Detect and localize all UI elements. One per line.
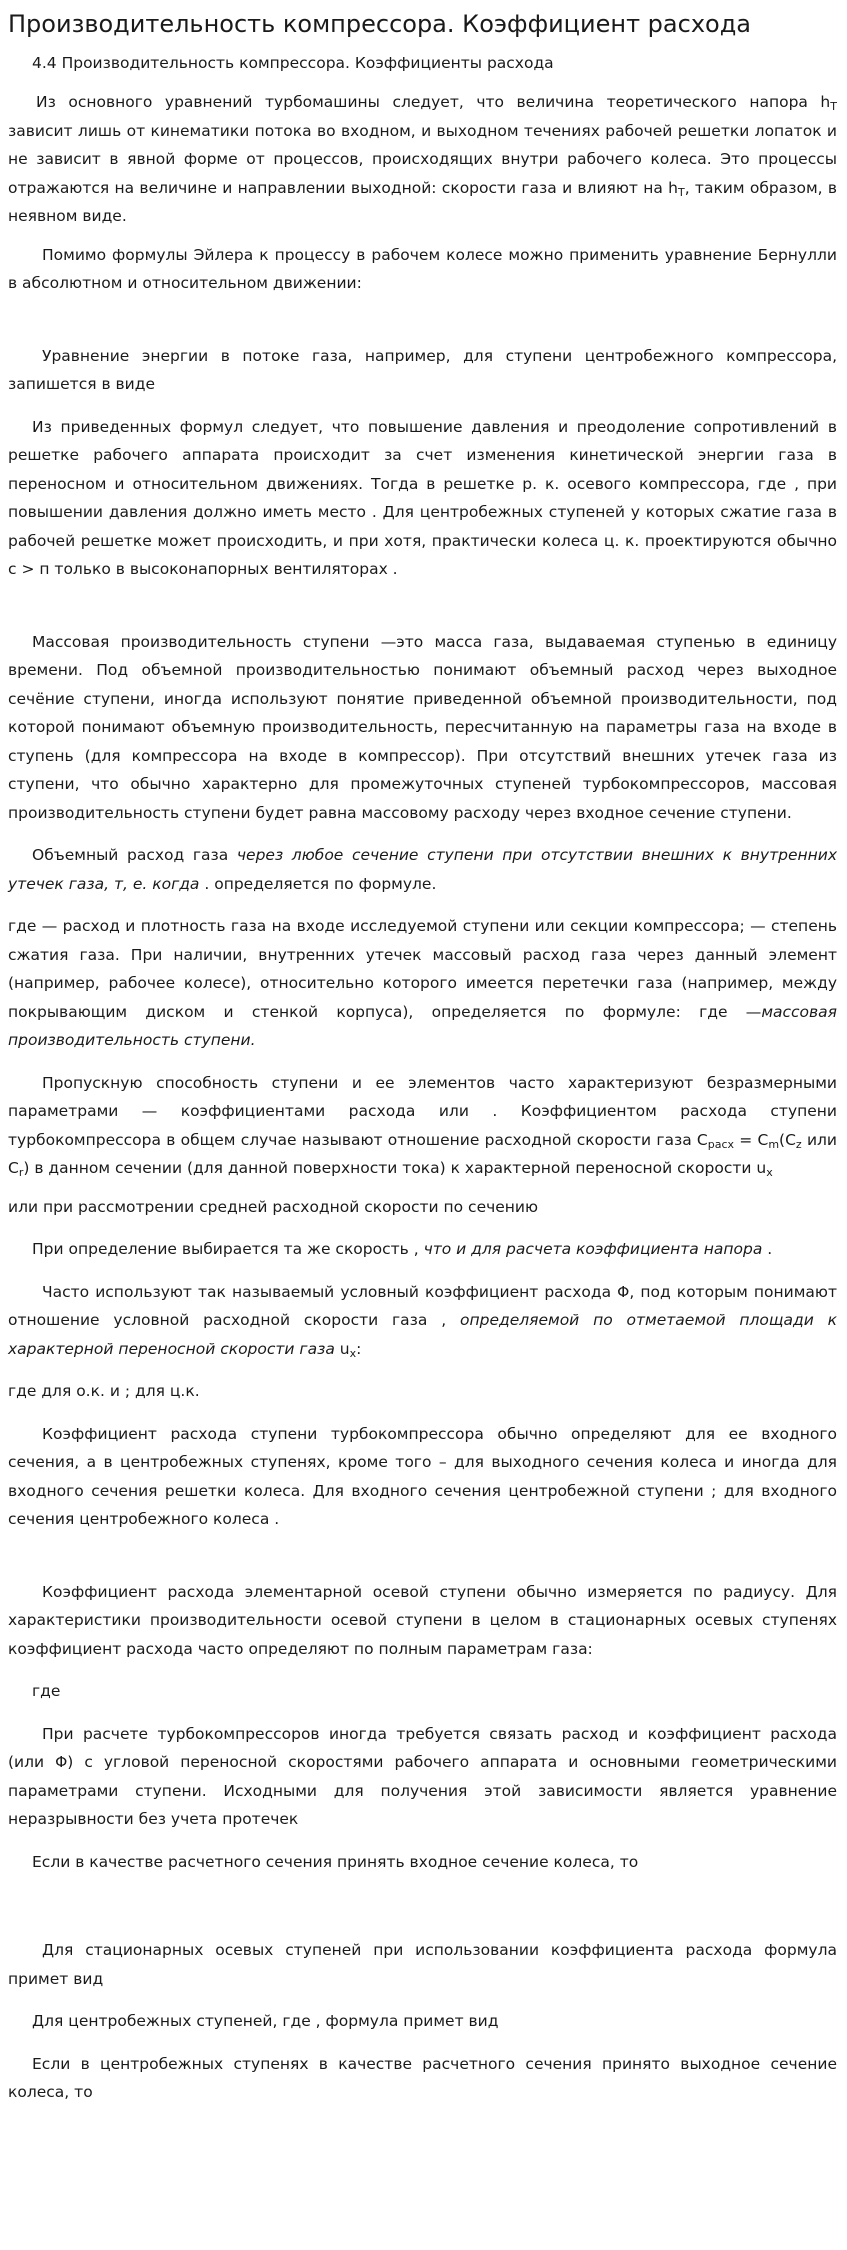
page-title: Производительность компрессора. Коэффициент расхода — [8, 10, 752, 38]
paragraph-8: Пропускную способность ступени и ее элементов часто характеризуют безразмерными параметрами — коэффициентами расхода или . Коэффициентом расхода ступени турбокомпрессора в общем случае называют отношение расходной скорости газа $C_{расх} = C_m(C_z$ или $C_r$) в данном сечении (для данной поверхности тока) к характерной переносной скорости $u_x$ — [8, 1073, 837, 1179]
paragraph-7: где — расход и плотность газа на входе исследуемой ступени или секции компрессора; — степень сжатия газа. При наличии, внутренних утечек массовый расход газа через данный элемент (например, рабочее колесе), относительно которого имеется перетечки газа (например, между покрывающим диском и стенкой корпуса), определяется по формуле: где —массовая производительность ступени. — [8, 917, 837, 1049]
paragraph-11: Часто используют так называемый условный коэффициент расхода Φ, под которым понимают отношение условной расходной скорости газа , определяемой по отметаемой площади к характерной переносной скорости газа $u_x$: — [8, 1282, 837, 1360]
paragraph-14: Коэффициент расхода элементарной осевой ступени обычно измеряется по радиусу. Для характеристики производительности осевой ступени в целом в стационарных осевых ступенях коэффициент расхода часто определяют по полным параметрам газа: — [8, 1582, 837, 1658]
paragraph-16: При расчете турбокомпрессоров иногда требуется связать расход и коэффициент расхода (или Φ) с угловой переносной скоростями рабочего аппарата и основными геометрическими параметрами ступени. Исходными для получения этой зависимости является уравнение неразрывности без учета протечек — [8, 1724, 837, 1828]
paragraph-19: Для центробежных ступеней, где , формула примет вид — [32, 2012, 499, 2030]
paragraph-2: Помимо формулы Эйлера к процессу в рабочем колесе можно применить уравнение Бернулли в абсолютном и относительном движении: — [8, 245, 837, 292]
paragraph-17: Если в качестве расчетного сечения принять входное сечение колеса, то — [32, 1852, 639, 1871]
paragraph-10: При определение выбирается та же скорость , что и для расчета коэффициента напора . — [32, 1240, 773, 1258]
paragraph-18: Для стационарных осевых ступеней при использовании коэффициента расхода формула примет вид — [8, 1941, 837, 1988]
paragraph-20: Если в центробежных ступенях в качестве расчетного сечения принято выходное сечение колеса, то — [8, 2054, 837, 2101]
paragraph-9: или при рассмотрении средней расходной скорости по сечению — [8, 1197, 539, 1216]
paragraph-3: Уравнение энергии в потоке газа, например, для ступени центробежного компрессора, запишется в виде — [8, 346, 837, 393]
paragraph-5: Массовая производительность ступени —это масса газа, выдаваемая ступенью в единицу времени. Под объемной производительностью понимают объемный расход через выходное сечёние ступени, иногда используют понятие приведенной объемной производительности, под которой понимают объемную производительность, пересчитанную на параметры газа на входе в ступень (для компрессора на входе в компрессор). При отсутствий внешних утечек газа из ступени, что обычно характерно для промежуточных ступеней турбокомпрессоров, массовая производительность ступени будет равна массовому расходу через входное сечение ступени. — [8, 632, 837, 822]
paragraph-13: Коэффициент расхода ступени турбокомпрессора обычно определяют для ее входного сечения, а в центробежных ступенях, кроме того – для выходного сечения колеса и иногда для входного сечения решетки колеса. Для входного сечения центробежной ступени ; для входного сечения центробежного колеса . — [8, 1424, 837, 1528]
paragraph-12: где для о.к. и ; для ц.к. — [8, 1382, 200, 1400]
paragraph-1: Из основного уравнений турбомашины следует, что величина теоретического напора $h_T$ зависит лишь от кинематики потока во входном, и выходном течениях рабочей решетки лопаток и не зависит в явной форме от процессов, происходящих внутри рабочего колеса. Это процессы отражаются на величине и направлении выходной: скорости газа и влияют на $h_T$, таким образом, в неявном виде. — [8, 93, 837, 225]
paragraph-6: Объемный расход газа через любое сечение ступени при отсутствии внешних к внутренних утечек газа, т, е. когда . определяется по формуле. — [8, 846, 837, 893]
paragraph-4: Из приведенных формул следует, что повышение давления и преодоление сопротивлений в решетке рабочего аппарата происходит за счет изменения кинетической энергии газа в переносном и относительном движениях. Тогда в решетке р. к. осевого компрессора, где , при повышении давления должно иметь место . Для центробежных ступеней у которых сжатие газа в рабочей решетке может происходить, и при хотя, практически колеса ц. к. проектируются обычно с > п только в высоконапорных вентиляторах . — [8, 417, 837, 578]
paragraph-15: где — [32, 1682, 61, 1700]
section-subtitle: 4.4 Производительность компрессора. Коэффициенты расхода — [32, 54, 554, 72]
